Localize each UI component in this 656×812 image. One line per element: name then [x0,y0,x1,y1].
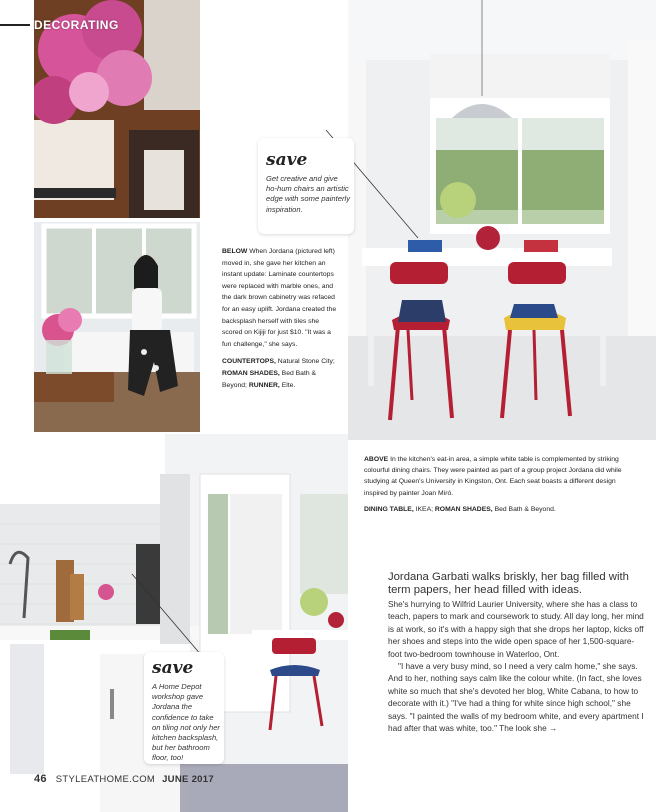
above-caption-body [364,454,634,499]
article-body [388,571,646,734]
page-footer [34,773,214,785]
credit-shades-label: ROMAN SHADES, [434,505,493,513]
save-tip-bottom [144,652,224,764]
save-tip-top-title: save [266,150,308,170]
credit-runner-label: RUNNER, [248,381,280,389]
jordana-portrait-photo [34,222,200,432]
footer-issue: JUNE 2017 [162,774,214,785]
section-tag-label: DECORATING [34,18,119,32]
article-paragraph-2: "I have a very busy mind, so I need a very calm home," she says. And to her, nothing says calm like the colour white. (In fact, she loves white so much that she's devoted her blog, White Cabana, to how to decorate with it.) "I've had a thing for white since high school," she says. "I painted the walls of my bedroom white, and every apartment I had after that was white, too." The look she → [388,661,644,734]
section-tag [0,14,123,36]
section-tag-rule [0,24,30,26]
article-lede: Jordana Garbati walks briskly, her bag filled with term papers, her head filled with ideas. [388,571,629,596]
save-tip-bottom-title: save [152,658,194,678]
below-caption-body [222,246,340,350]
footer-site: STYLEATHOME.COM [55,774,156,785]
credit-countertops-label: COUNTERTOPS, [222,358,276,366]
below-caption-text: When Jordana (pictured left) moved in, she gave her kitchen an instant update: Laminate countertops were replaced with marble ones, and the dark brown cabinetry was refaced for an easy uplift. Jordana created the backsplash herself with tiles she scored on Kijiji for just $10. "It was a fun challenge," she says. [222,248,337,348]
below-caption-lead: BELOW [222,248,248,255]
credit-dining-table-value: IKEA; [415,505,433,513]
credit-countertops-value: Natural Stone City; [277,358,335,366]
above-caption-credits [364,504,634,515]
save-tip-bottom-text: A Home Depot workshop gave Jordana the confidence to take on tiling not only her kitchen backsplash, but her bathroom floor, too! [152,682,220,763]
save-tip-top-text: Get creative and give ho-hum chairs an artistic edge with some painterly inspiration. [266,174,350,214]
above-caption-lead: ABOVE [364,456,389,463]
save-tip-top [258,138,354,234]
article-paragraph-1: She's hurrying to Wilfrid Laurier University, where she has a class to teach, papers to mark and coursework to study. All day long, her mind is at work, so it's with a happy sigh that she drops her laptop, kicks off her shoes and steps into the wide open space of her 1,500-square-foot two-bedroom townhouse in Waterloo, Ont. [388,599,644,659]
credit-dining-table-label: DINING TABLE, [364,505,414,513]
save-bottom-leader-line [128,570,208,660]
credit-roman-shades-label: ROMAN SHADES, [222,369,280,377]
credit-runner-value: Elte. [281,381,296,389]
above-caption [364,454,634,515]
credit-roman-shades-value: Bed Bath & Beyond; [222,369,317,389]
above-caption-text: In the kitchen's eat-in area, a simple white table is complemented by striking colourful dining chairs. They were painted as part of a group project Jordana did while studying at Queen's University in Kingston, Ont. Each seat boasts a different design inspired by painter Joan Miró. [364,456,622,497]
below-caption-credits [222,356,340,391]
credit-shades-value: Bed Bath & Beyond. [494,505,556,513]
below-caption [222,246,340,391]
page-number: 46 [34,773,47,785]
